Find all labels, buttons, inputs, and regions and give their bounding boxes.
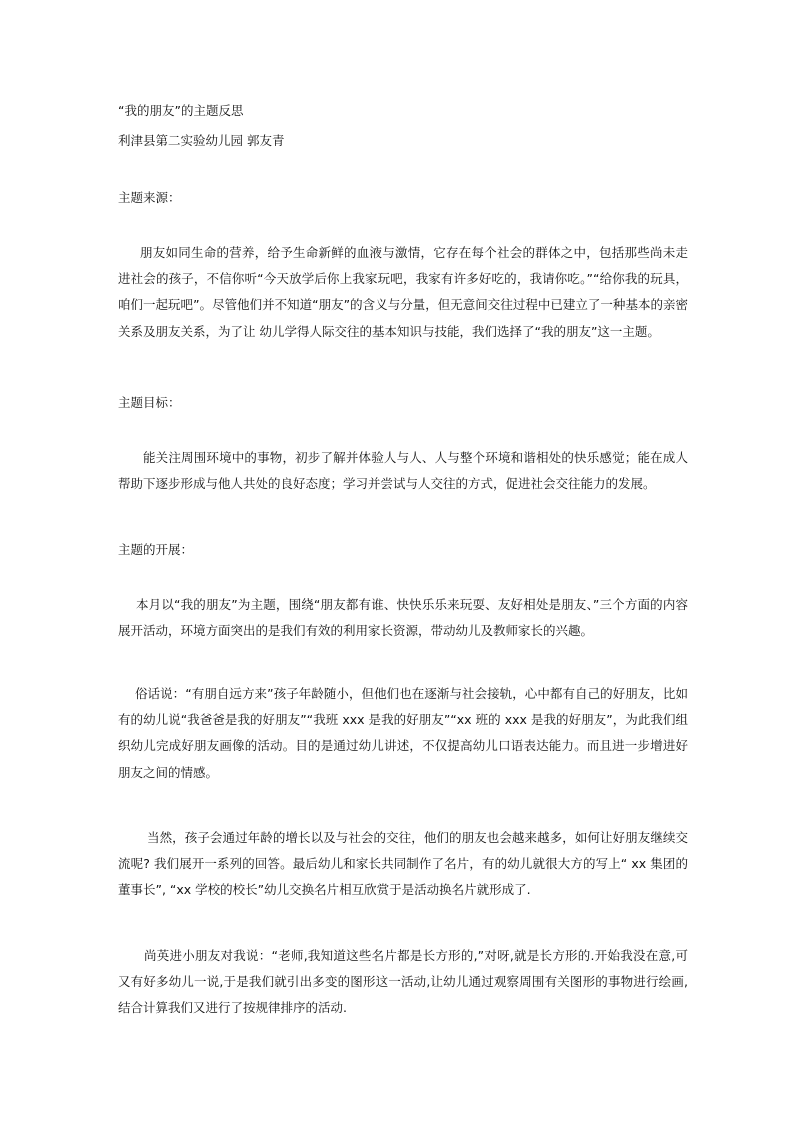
goal-paragraph: 能关注周围环境中的事物，初步了解并体验人与人、人与整个环境和谐相处的快乐感觉；能在成人帮助下逐步形成与他人共处的良好态度；学习并尝试与人交往的方式，促进社会交往能力的发展。: [118, 450, 688, 492]
develop-paragraph-4: 尚英进小朋友对我说：“老师,我知道这些名片都是长方形的,”对呀,就是长方形的.开始我没在意,可又有好多幼儿一说,于是我们就引出多变的图形这一活动,让幼儿通过观察周围有关图形的事物进行绘画,结合计算我们又进行了按规律排序的活动.: [118, 948, 688, 1016]
document-title: “我的朋友”的主题反思: [118, 103, 244, 118]
develop-heading: 主题的开展：: [118, 542, 194, 557]
source-paragraph: 朋友如同生命的营养，给予生命新鲜的血液与激情，它存在每个社会的群体之中，包括那些尚未走进社会的孩子，不信你听“今天放学后你上我家玩吧，我家有许多好吃的，我请你吃。”“给你我的玩具，咱们一起玩吧”。尽管他们并不知道“朋友”的含义与分量，但无意间交往过程中已建立了一种基本的亲密关系及朋友关系，为了让 幼儿学得人际交往的基本知识与技能，我们选择了“我的朋友”这一主题。: [118, 245, 688, 339]
source-heading: 主题来源：: [118, 190, 181, 205]
develop-paragraph-3: 当然，孩子会通过年龄的增长以及与社会的交往，他们的朋友也会越来越多，如何让好朋友继续交流呢? 我们展开一系列的回答。最后幼儿和家长共同制作了名片，有的幼儿就很大方的写上“ xx 集团的董事长”, “xx 学校的校长”幼儿交换名片相互欣赏于是活动换名片就形成了.: [118, 830, 688, 898]
develop-paragraph-1: 本月以“我的朋友”为主题，围绕“朋友都有谁、快快乐乐来玩耍、友好相处是朋友、”三个方面的内容展开活动，环境方面突出的是我们有效的利用家长资源，带动幼儿及教师家长的兴趣。: [118, 597, 688, 639]
develop-paragraph-2: 俗话说：“有朋自远方来”孩子年龄随小，但他们也在逐渐与社会接轨，心中都有自己的好朋友，比如有的幼儿说“我爸爸是我的好朋友”“我班 xxx 是我的好朋友”“xx 班的 xxx 是我的好朋友”，为此我们组织幼儿完成好朋友画像的活动。目的是通过幼儿讲述，不仅提高幼儿口语表达能力。而且进一步增进好朋友之间的情感。: [118, 686, 688, 780]
goal-heading: 主题目标：: [118, 395, 181, 410]
author-line: 利津县第二实验幼儿园 郭友青: [118, 133, 285, 148]
